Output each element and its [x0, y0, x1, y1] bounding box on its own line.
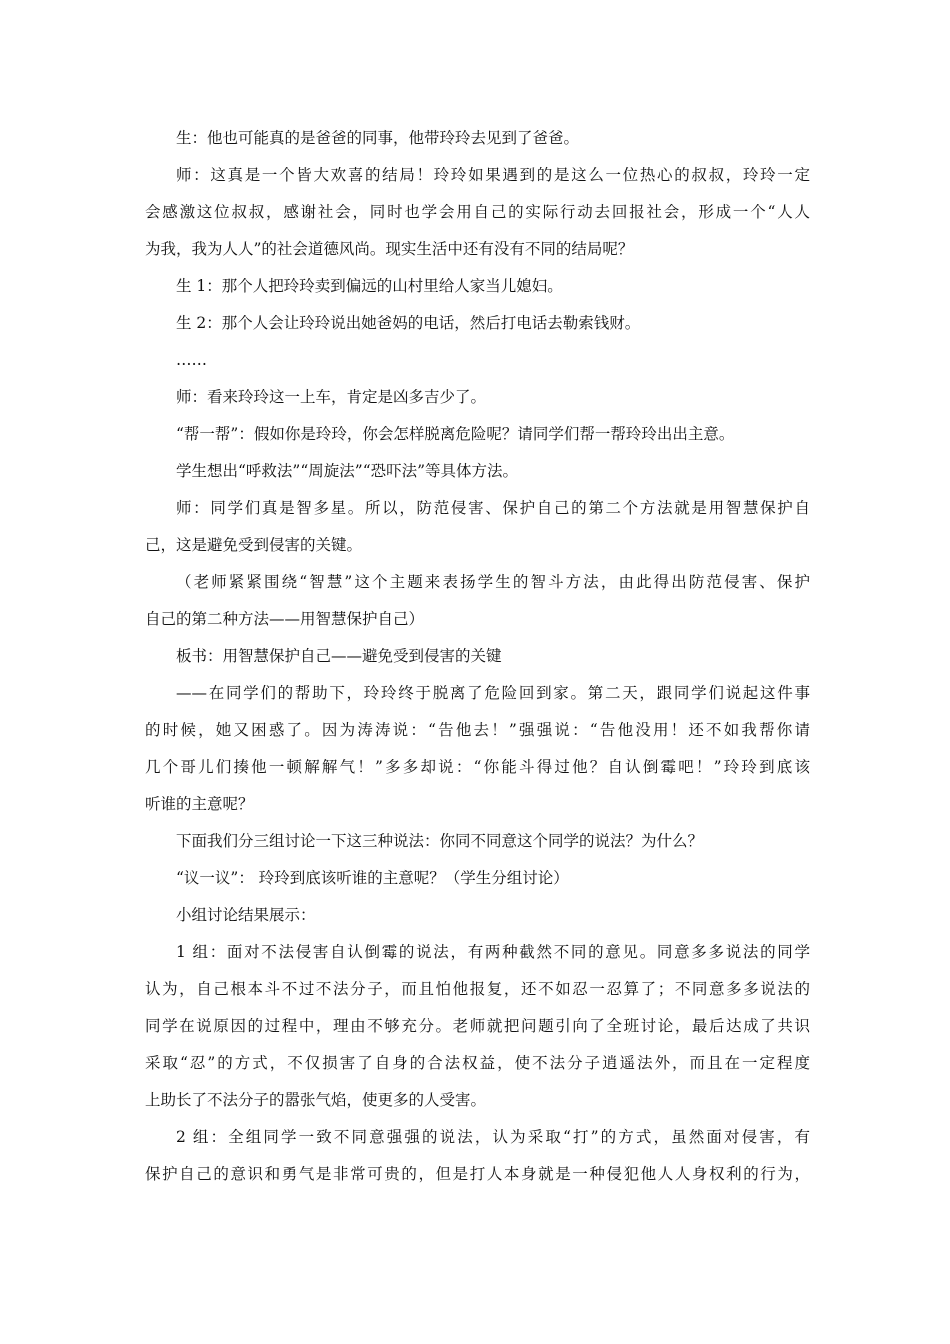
paragraph-line: 采取“忍”的方式，不仅损害了自身的合法权益，使不法分子逍遥法外，而且在一定程度 [145, 1054, 810, 1072]
paragraph-line: 同学在说原因的过程中，理由不够充分。老师就把问题引向了全班讨论，最后达成了共识 [145, 1017, 810, 1035]
paragraph-line: ——在同学们的帮助下，玲玲终于脱离了危险回到家。第二天，跟同学们说起这件事 [176, 684, 810, 702]
paragraph-line: （老师紧紧围绕“智慧”这个主题来表扬学生的智斗方法，由此得出防范侵害、保护 [176, 573, 810, 591]
paragraph-line: 师：看来玲玲这一上车，肯定是凶多吉少了。 [176, 388, 487, 406]
paragraph-line: 的时候，她又困惑了。因为涛涛说：“告他去！”强强说：“告他没用！还不如我帮你请 [145, 721, 810, 739]
paragraph-line: “议一议”： 玲玲到底该听谁的主意呢？（学生分组讨论） [176, 869, 569, 887]
paragraph-line: 师：这真是一个皆大欢喜的结局！玲玲如果遇到的是这么一位热心的叔叔，玲玲一定 [176, 166, 810, 184]
paragraph-line: 学生想出“呼救法”“周旋法”“恐吓法”等具体方法。 [176, 462, 519, 480]
paragraph-line: 师：同学们真是智多星。所以，防范侵害、保护自己的第二个方法就是用智慧保护自 [176, 499, 810, 517]
paragraph-line: 2 组：全组同学一致不同意强强的说法，认为采取“打”的方式，虽然面对侵害，有 [176, 1128, 810, 1146]
paragraph-line: 己，这是避免受到侵害的关键。 [145, 536, 363, 554]
paragraph-line: “帮一帮”：假如你是玲玲，你会怎样脱离危险呢？请同学们帮一帮玲玲出出主意。 [176, 425, 735, 443]
paragraph-line: 小组讨论结果展示： [176, 906, 316, 924]
paragraph-line: 生 2：那个人会让玲玲说出她爸妈的电话，然后打电话去勒索钱财。 [176, 314, 641, 332]
paragraph-line: 上助长了不法分子的嚣张气焰，使更多的人受害。 [145, 1091, 487, 1109]
paragraph-line: 1 组：面对不法侵害自认倒霉的说法，有两种截然不同的意见。同意多多说法的同学 [176, 943, 810, 961]
ellipsis-line: …… [176, 351, 207, 369]
paragraph-line: 下面我们分三组讨论一下这三种说法：你同不同意这个同学的说法？为什么？ [176, 832, 704, 850]
paragraph-line: 认为，自己根本斗不过不法分子，而且怕他报复，还不如忍一忍算了；不同意多多说法的 [145, 980, 810, 998]
paragraph-line: 保护自己的意识和勇气是非常可贵的，但是打人本身就是一种侵犯他人人身权利的行为， [145, 1165, 810, 1183]
paragraph-line: 听谁的主意呢？ [145, 795, 254, 813]
paragraph-line: 几个哥儿们揍他一顿解解气！”多多却说：“你能斗得过他？自认倒霉吧！”玲玲到底该 [145, 758, 810, 776]
paragraph-line: 会感激这位叔叔，感谢社会，同时也学会用自己的实际行动去回报社会，形成一个“人人 [145, 203, 810, 221]
blackboard-note: 板书：用智慧保护自己——避免受到侵害的关键 [176, 647, 502, 665]
paragraph-line: 生：他也可能真的是爸爸的同事，他带玲玲去见到了爸爸。 [176, 129, 580, 147]
paragraph-line: 自己的第二种方法——用智慧保护自己） [145, 610, 425, 628]
paragraph-line: 为我，我为人人”的社会道德风尚。现实生活中还有没有不同的结局呢？ [145, 240, 634, 258]
paragraph-line: 生 1：那个人把玲玲卖到偏远的山村里给人家当儿媳妇。 [176, 277, 563, 295]
